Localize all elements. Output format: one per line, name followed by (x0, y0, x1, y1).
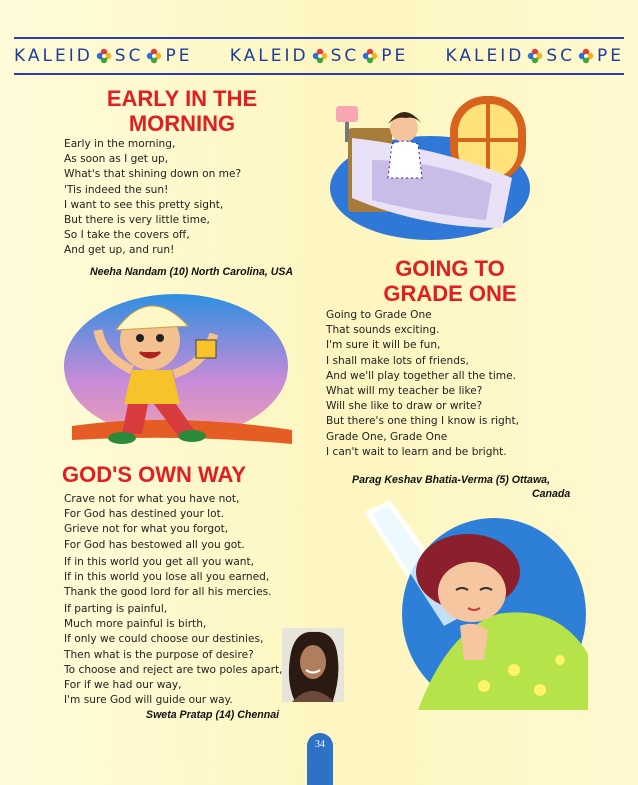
poem-line: And get up, and run! (64, 244, 175, 257)
poem-line: Grade One, Grade One (326, 430, 448, 443)
poem2-body (326, 308, 519, 460)
flower-icon (96, 48, 112, 64)
header-rule-bottom (14, 73, 624, 75)
poem3-stanza2 (64, 555, 271, 601)
brand-text: KALEID (445, 46, 525, 66)
page-number-tab (307, 733, 333, 785)
poem-line: Will she like to draw or write? (326, 400, 483, 413)
poem-line: That sounds exciting. (326, 324, 440, 337)
poem-line: But there's one thing I know is right, (326, 415, 519, 428)
poem-line: I want to see this pretty sight, (64, 198, 224, 211)
poem-line: I shall make lots of friends, (326, 354, 469, 367)
flower-icon (578, 48, 594, 64)
kaleidoscope-header (14, 42, 624, 70)
poem-line: What will my teacher be like? (326, 385, 483, 398)
poem1-title-line: EARLY IN THE (106, 86, 258, 111)
poem-line: I can't wait to learn and be bright. (326, 445, 507, 458)
poem3-author: Sweta Pratap (14) Chennai (146, 709, 280, 721)
brand-kaleidoscope-1 (14, 46, 192, 66)
brand-text: KALEID (229, 46, 309, 66)
poem1-body (64, 137, 241, 259)
brand-text: SC (330, 46, 360, 66)
brand-kaleidoscope-3 (446, 46, 624, 66)
poem2-author: Parag Keshav Bhatia-Verma (5) Ottawa, (352, 474, 551, 486)
poem-line: If in this world you get all you want, (64, 556, 255, 568)
poem-line: Grieve not for what you forgot, (64, 523, 229, 536)
girl-waking-illustration (312, 88, 540, 248)
poem2-title (360, 256, 540, 307)
poem-line: Going to Grade One (326, 309, 432, 321)
flower-icon (362, 48, 378, 64)
poem2-title-line: GOING TO (395, 256, 505, 281)
brand-text: PE (597, 46, 624, 66)
flower-icon (527, 48, 543, 64)
poem1-title (82, 86, 282, 137)
poem-line: So I take the covers off, (64, 229, 190, 242)
brand-text: PE (381, 46, 409, 66)
poem-line: If parting is painful, (64, 603, 168, 615)
poem1-author: Neeha Nandam (10) North Carolina, USA (90, 266, 294, 278)
brand-text: SC (546, 46, 575, 66)
poem-line: If only we could choose our destinies, (64, 633, 264, 646)
poem2-title-line: GRADE ONE (383, 281, 517, 307)
poem-line: I'm sure God will guide our way. (64, 694, 233, 707)
poem-line: Then what is the purpose of desire? (64, 648, 254, 661)
poem-line: What's that shining down on me? (64, 168, 242, 181)
brand-text: PE (165, 46, 193, 66)
poem-line: For God has destined your lot. (64, 508, 225, 521)
poem3-stanza3 (64, 602, 282, 708)
author-photo (282, 628, 344, 702)
poem-line: Crave not for what you have not, (64, 493, 240, 505)
flower-icon (146, 48, 162, 64)
page-number: 34 (315, 739, 325, 750)
running-boy-illustration (56, 286, 302, 456)
poem-line: Much more painful is birth, (64, 618, 207, 631)
poem-line: Early in the morning, (64, 138, 176, 150)
poem1-title-line: MORNING (128, 111, 236, 137)
poem2-author-country: Canada (532, 488, 571, 500)
poem-line: And we'll play together all the time. (326, 369, 516, 382)
brand-kaleidoscope-2 (230, 46, 408, 66)
poem-line: For if we had our way, (64, 679, 182, 692)
poem-line: As soon as I get up, (64, 153, 169, 166)
header-rule-top (14, 37, 624, 39)
flower-icon (312, 48, 328, 64)
brand-text: KALEID (14, 46, 93, 66)
poem-line: For God has bestowed all you got. (64, 538, 245, 551)
poem-line: If in this world you lose all you earned, (64, 571, 270, 584)
poem-line: I'm sure it will be fun, (326, 339, 441, 352)
brand-text: SC (114, 46, 144, 66)
poem3-stanza1 (64, 492, 245, 553)
poem-line: Thank the good lord for all his mercies. (64, 586, 272, 599)
poem-line: To choose and reject are two poles apart, (64, 663, 283, 676)
poem-line: 'Tis indeed the sun! (64, 183, 169, 196)
praying-girl-illustration (364, 500, 590, 718)
poem3-title: GOD'S OWN WAY (62, 462, 247, 487)
poem-line: But there is very little time, (64, 214, 210, 227)
